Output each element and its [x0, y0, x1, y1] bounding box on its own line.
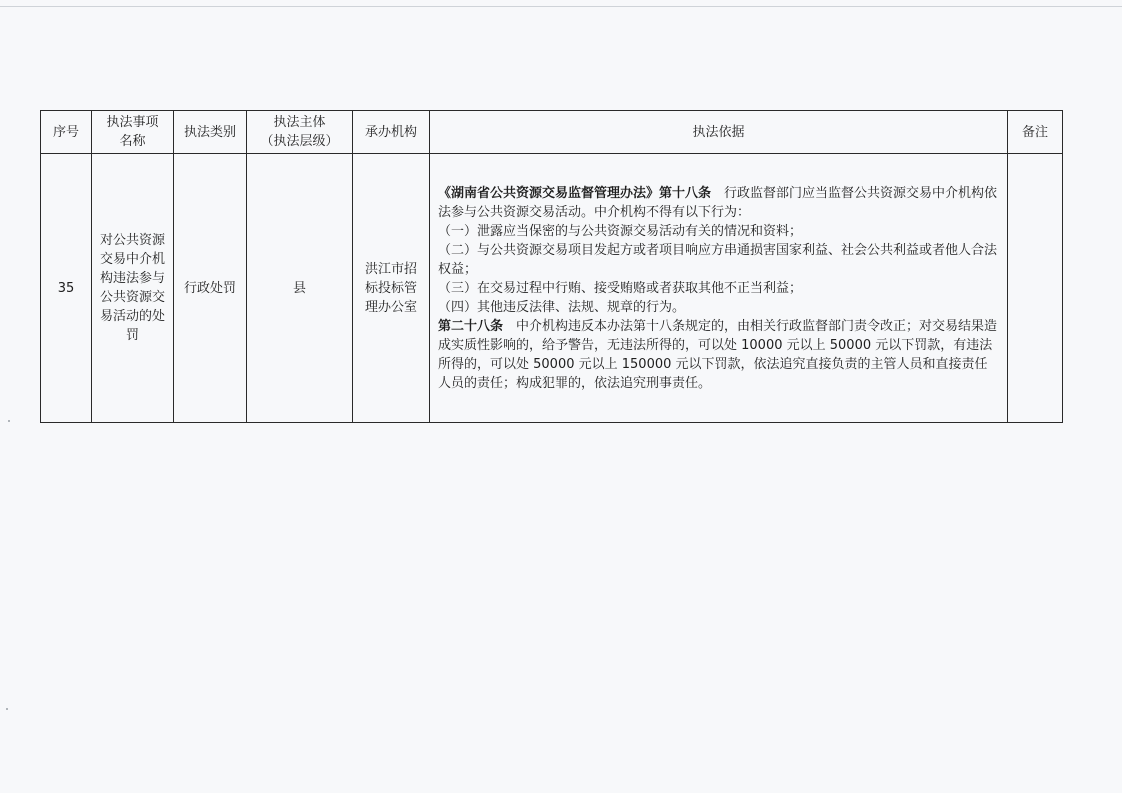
- header-agency: 承办机构: [353, 111, 430, 154]
- header-remark: 备注: [1008, 111, 1063, 154]
- cell-category: 行政处罚: [174, 154, 247, 423]
- table-row: [41, 154, 1063, 423]
- scan-speck: [6, 708, 8, 710]
- enforcement-table: [40, 110, 1063, 423]
- basis-item-3: （三）在交易过程中行贿、接受贿赂或者获取其他不正当利益；: [438, 280, 803, 296]
- cell-agency: 洪江市招标投标管理办公室: [353, 154, 430, 423]
- basis-paragraph-1: 《湖南省公共资源交易监督管理办法》第十八条 行政监督部门应当监督公共资源交易中介机构依法参与公共资源交易活动。中介机构不得有以下行为：: [438, 185, 998, 220]
- header-subject: 执法主体 （执法层级）: [247, 111, 353, 154]
- basis-article-28: 第二十八条 中介机构违反本办法第十八条规定的，由相关行政监督部门责令改正；对交易结果造成实质性影响的，给予警告，无违法所得的，可以处 10000 元以上 50000 元以下罚款，有违法所得的，可以处 50000 元以上 150000 元以下罚款，依法追究直接负责的主管人员和直接责任人员的责任；构成犯罪的，依法追究刑事责任。: [438, 318, 998, 391]
- header-category: 执法类别: [174, 111, 247, 154]
- header-basis: 执法依据: [430, 111, 1008, 154]
- scan-edge-line: [0, 6, 1122, 7]
- scan-speck: [8, 420, 10, 422]
- cell-seq: 35: [41, 154, 92, 423]
- cell-remark: [1008, 154, 1063, 423]
- cell-level: 县: [247, 154, 353, 423]
- basis-item-4: （四）其他违反法律、法规、规章的行为。: [438, 299, 686, 315]
- cell-basis: [430, 154, 1008, 423]
- table-header-row: [41, 111, 1063, 154]
- basis-item-2: （二）与公共资源交易项目发起方或者项目响应方串通损害国家利益、社会公共利益或者他人合法权益；: [438, 242, 998, 277]
- basis-item-1: （一）泄露应当保密的与公共资源交易活动有关的情况和资料；: [438, 223, 803, 239]
- cell-item-name: 对公共资源交易中介机构违法参与公共资源交易活动的处罚: [92, 154, 174, 423]
- header-item-name: 执法事项 名称: [92, 111, 174, 154]
- header-seq: 序号: [41, 111, 92, 154]
